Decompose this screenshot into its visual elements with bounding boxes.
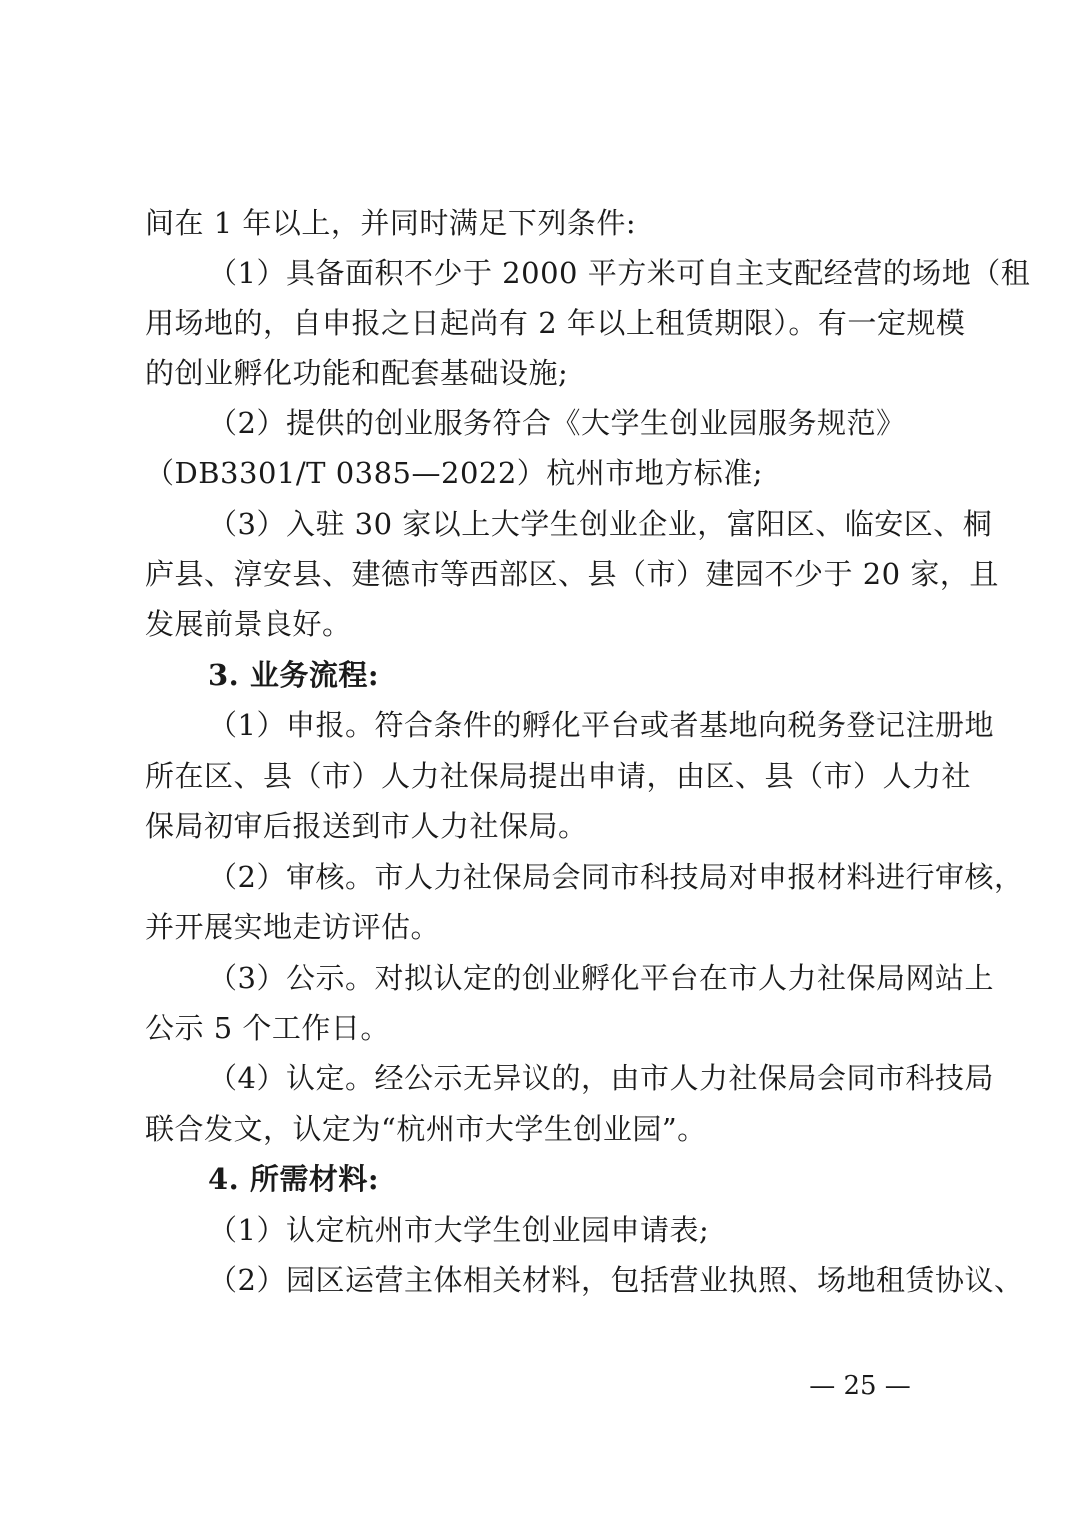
text-line: 联合发文，认定为“杭州市大学生创业园”。 — [145, 1112, 707, 1146]
text-line: 的创业孵化功能和配套基础设施; — [145, 356, 569, 390]
text-line: （DB3301/T 0385—2022）杭州市地方标准; — [145, 456, 764, 490]
text-line: （1）具备面积不少于 2000 平方米可自主支配经营的场地（租 — [208, 256, 1031, 290]
text-line: 公示 5 个工作日。 — [145, 1011, 390, 1045]
text-line: （1）认定杭州市大学生创业园申请表; — [208, 1213, 710, 1247]
text-line: （2）提供的创业服务符合《大学生创业园服务规范》 — [208, 406, 906, 440]
text-line: （1）申报。符合条件的孵化平台或者基地向税务登记注册地 — [208, 708, 994, 742]
text-line: 用场地的，自申报之日起尚有 2 年以上租赁期限）。有一定规模 — [145, 306, 966, 340]
text-line: 并开展实地走访评估。 — [145, 910, 441, 944]
text-line: （3）公示。对拟认定的创业孵化平台在市人力社保局网站上 — [208, 961, 994, 995]
text-line: 保局初审后报送到市人力社保局。 — [145, 809, 588, 843]
page-number: — 25 — — [809, 1371, 911, 1401]
text-line: （2）审核。市人力社保局会同市科技局对申报材料进行审核， — [208, 860, 1024, 894]
section-heading: 3. 业务流程: — [208, 658, 380, 692]
text-line: （4）认定。经公示无异议的，由市人力社保局会同市科技局 — [208, 1061, 994, 1095]
text-line: 庐县、淳安县、建德市等西部区、县（市）建园不少于 20 家，且 — [145, 557, 999, 591]
text-line: 发展前景良好。 — [145, 607, 352, 641]
text-line: （2）园区运营主体相关材料，包括营业执照、场地租赁协议、 — [208, 1263, 1024, 1297]
text-line: 所在区、县（市）人力社保局提出申请，由区、县（市）人力社 — [145, 759, 972, 793]
section-heading: 4. 所需材料: — [208, 1162, 380, 1196]
text-line: （3）入驻 30 家以上大学生创业企业，富阳区、临安区、桐 — [208, 507, 993, 541]
text-line: 间在 1 年以上，并同时满足下列条件: — [145, 206, 637, 240]
